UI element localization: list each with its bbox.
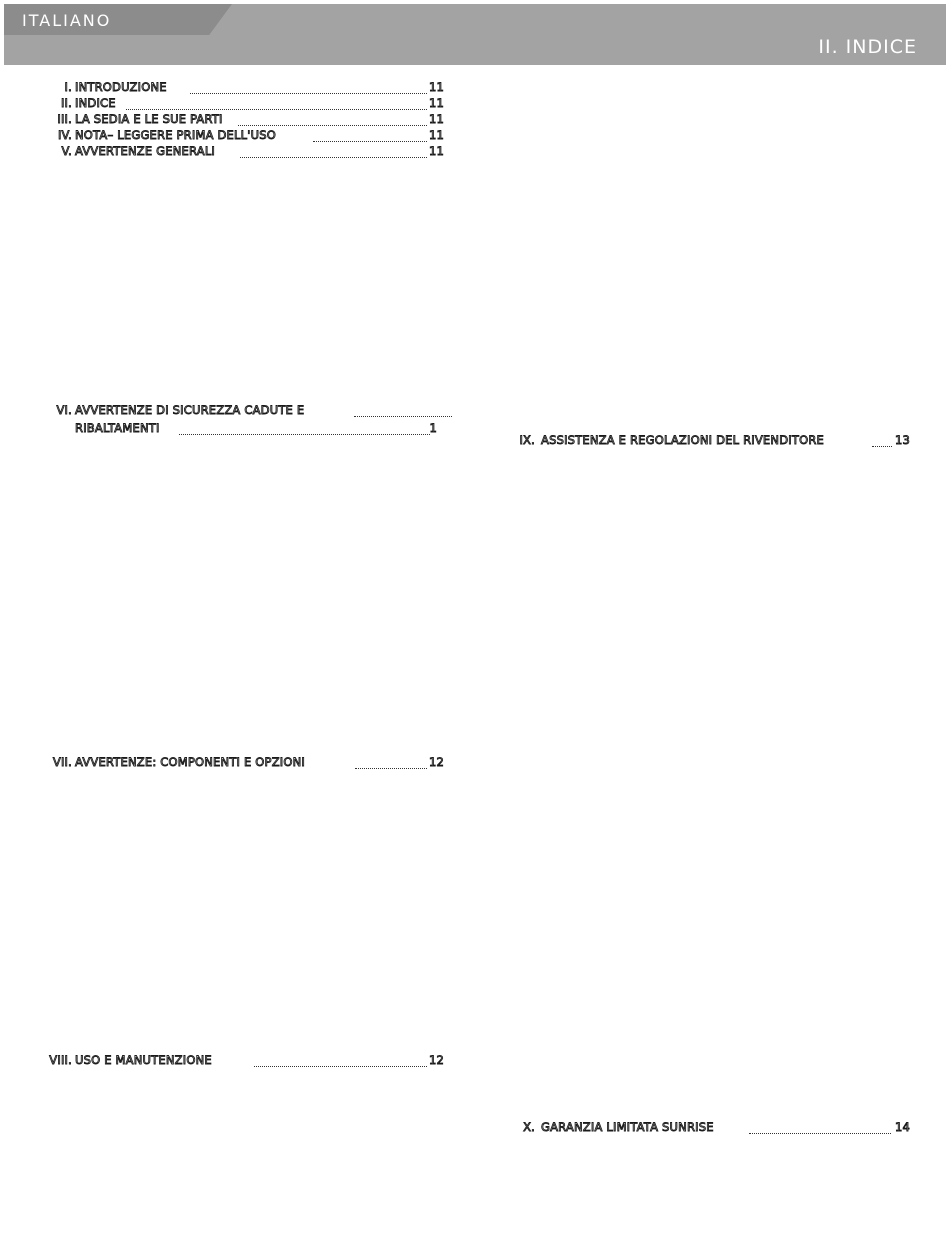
toc-leader-dots <box>354 416 452 417</box>
toc-entry-page: 11 <box>428 128 444 142</box>
toc-entry-number: VI. <box>56 403 72 417</box>
toc-entry-title: NOTA– LEGGERE PRIMA DELL'USO <box>75 128 276 142</box>
toc-entry-number: VII. <box>52 755 72 769</box>
toc-entry-title: AVVERTENZE GENERALI <box>75 144 216 158</box>
toc-entry-title: AVVERTENZE: COMPONENTI E OPZIONI <box>75 755 306 769</box>
toc-entry-page: 13 <box>894 433 910 447</box>
toc-entry-number: III. <box>57 112 72 126</box>
toc-entry-title: USO E MANUTENZIONE <box>75 1053 212 1067</box>
toc-entry-title: INDICE <box>75 96 116 110</box>
toc-entry-number: VIII. <box>49 1053 72 1067</box>
toc-entry-number: V. <box>61 144 72 158</box>
toc-entry-number: X. <box>523 1120 535 1134</box>
toc-entry-page: 12 <box>428 1053 444 1067</box>
toc-entry-title: ASSISTENZA E REGOLAZIONI DEL RIVENDITORE <box>541 433 824 447</box>
toc-entry-page: 11 <box>428 112 444 126</box>
toc-leader-dots <box>179 434 430 435</box>
toc-entry-number: IX. <box>519 433 535 447</box>
toc-entry-title: INTRODUZIONE <box>75 80 167 94</box>
toc-leader-dots <box>313 141 427 142</box>
toc-entry-number: IV. <box>57 128 72 142</box>
toc-entry-page: 12 <box>428 755 444 769</box>
toc-entry-page: 11 <box>428 144 444 158</box>
toc-leader-dots <box>238 125 427 126</box>
toc-entry-title: LA SEDIA E LE SUE PARTI <box>75 112 223 126</box>
toc-leader-dots <box>749 1133 891 1134</box>
toc-entry-number: II. <box>60 96 72 110</box>
toc-entry-page: 11 <box>428 96 444 110</box>
toc-entry-page: 11 <box>428 80 444 94</box>
toc-leader-dots <box>126 109 427 110</box>
toc-leader-dots <box>240 157 427 158</box>
toc-leader-dots <box>190 93 427 94</box>
toc-entry-page: 14 <box>894 1120 910 1134</box>
language-label: ITALIANO <box>22 11 112 30</box>
toc-entry-number: I. <box>64 80 72 94</box>
toc-entry-page: 1 <box>429 421 437 435</box>
toc-leader-dots <box>355 768 427 769</box>
toc-leader-dots <box>254 1066 427 1067</box>
toc-entry-title-line2: RIBALTAMENTI <box>75 421 160 435</box>
toc-entry-title: AVVERTENZE DI SICUREZZA CADUTE E <box>75 403 305 417</box>
toc-entry-title: GARANZIA LIMITATA SUNRISE <box>541 1120 714 1134</box>
section-title: II. INDICE <box>818 36 917 58</box>
